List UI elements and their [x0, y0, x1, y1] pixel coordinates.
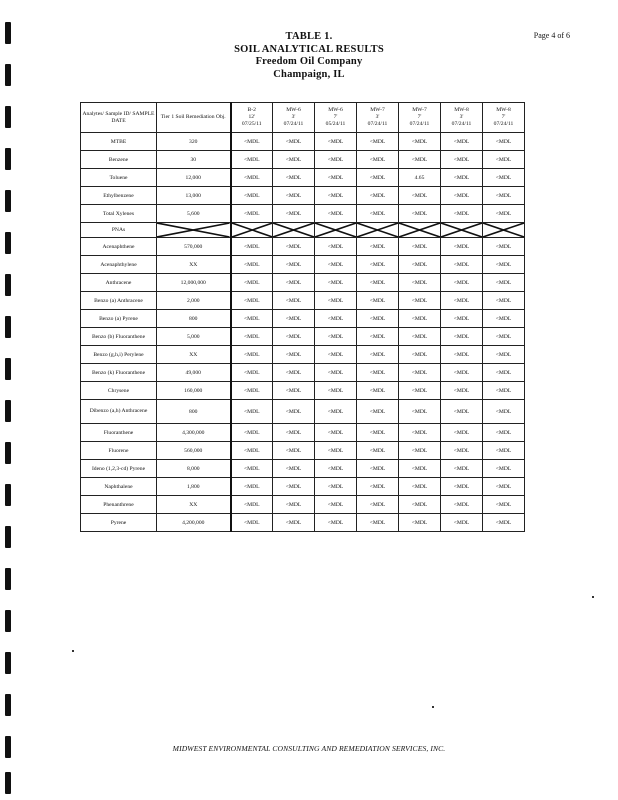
analyte-name: Anthracene [81, 274, 157, 292]
cross-out-mark [315, 223, 357, 238]
binder-hole [5, 316, 11, 338]
result-value: <MDL [231, 496, 273, 514]
tier-value: 560,000 [157, 442, 231, 460]
result-value: <MDL [357, 133, 399, 151]
tier-value: 30 [157, 151, 231, 169]
result-value: <MDL [231, 400, 273, 424]
result-value: <MDL [273, 274, 315, 292]
sample-header [315, 103, 357, 133]
result-value: <MDL [399, 400, 441, 424]
result-value: <MDL [315, 238, 357, 256]
result-value: <MDL [231, 133, 273, 151]
tier-value: XX [157, 496, 231, 514]
sample-depth: 3' [459, 114, 464, 120]
tier-value: 12,000,000 [157, 274, 231, 292]
result-value: <MDL [399, 187, 441, 205]
table-row [81, 496, 525, 514]
analyte-name: Benzo (b) Fluoranthene [81, 328, 157, 346]
result-value: <MDL [399, 274, 441, 292]
result-value: <MDL [231, 364, 273, 382]
result-value: <MDL [399, 328, 441, 346]
result-value: <MDL [483, 400, 525, 424]
result-value: <MDL [441, 328, 483, 346]
tier-value: 2,000 [157, 292, 231, 310]
result-value: <MDL [273, 478, 315, 496]
table-header-row [81, 103, 525, 133]
analyte-name: Fluoranthene [81, 424, 157, 442]
table-row [81, 187, 525, 205]
analyte-name: MTBE [81, 133, 157, 151]
binder-hole [5, 106, 11, 128]
result-value: <MDL [399, 310, 441, 328]
table-number: TABLE 1. [285, 31, 333, 42]
result-value: <MDL [441, 274, 483, 292]
sample-id: MW-7 [370, 107, 385, 113]
location: Champaign, IL [273, 68, 345, 80]
result-value: <MDL [315, 187, 357, 205]
analyte-name: Ethylbenzene [81, 187, 157, 205]
scan-speck [72, 650, 74, 652]
sample-header [483, 103, 525, 133]
tier-header: Tier 1 Soil Remediation Obj. [157, 103, 231, 133]
result-value: <MDL [441, 364, 483, 382]
result-value: <MDL [357, 274, 399, 292]
result-value: <MDL [315, 424, 357, 442]
table-row [81, 460, 525, 478]
result-value: <MDL [483, 478, 525, 496]
result-value: <MDL [273, 238, 315, 256]
result-value: <MDL [441, 478, 483, 496]
result-value: <MDL [483, 328, 525, 346]
result-value: 4.65 [399, 169, 441, 187]
result-value: <MDL [273, 424, 315, 442]
result-value: <MDL [357, 346, 399, 364]
result-value: <MDL [315, 310, 357, 328]
sample-id: MW-6 [328, 107, 343, 113]
result-value: <MDL [399, 382, 441, 400]
analyte-name: Ideno (1,2,3-cd) Pyrene [81, 460, 157, 478]
binder-hole [5, 148, 11, 170]
table-body [81, 133, 525, 532]
result-value: <MDL [483, 346, 525, 364]
sample-id: B-2 [247, 107, 256, 113]
sample-id: MW-8 [496, 107, 511, 113]
result-value: <MDL [315, 169, 357, 187]
tier-value: 320 [157, 133, 231, 151]
result-value: <MDL [273, 169, 315, 187]
result-value: <MDL [483, 310, 525, 328]
result-value: <MDL [231, 514, 273, 532]
result-value: <MDL [273, 400, 315, 424]
result-value: <MDL [399, 151, 441, 169]
result-value: <MDL [357, 364, 399, 382]
result-value: <MDL [483, 133, 525, 151]
analyte-name: Benzo (a) Pyrene [81, 310, 157, 328]
sample-date: 07/24/11 [367, 121, 388, 127]
result-value: <MDL [441, 460, 483, 478]
result-value: <MDL [315, 346, 357, 364]
result-value: <MDL [441, 424, 483, 442]
result-value: <MDL [483, 274, 525, 292]
result-value: <MDL [231, 460, 273, 478]
sample-date: 07/24/11 [451, 121, 472, 127]
sample-depth: 7' [501, 114, 506, 120]
result-value: <MDL [399, 292, 441, 310]
table-row [81, 346, 525, 364]
result-value: <MDL [357, 292, 399, 310]
tier-value: 4,200,000 [157, 514, 231, 532]
result-value: <MDL [483, 424, 525, 442]
sample-header [231, 103, 273, 133]
result-value: <MDL [441, 382, 483, 400]
analyte-name: Acenaphthene [81, 238, 157, 256]
result-value: <MDL [357, 187, 399, 205]
cross-out-mark [441, 223, 483, 238]
sample-header [273, 103, 315, 133]
analyte-name: Benzo (g,h,i) Perylene [81, 346, 157, 364]
binder-hole [5, 232, 11, 254]
sample-date: 07/24/11 [409, 121, 430, 127]
binder-hole [5, 274, 11, 296]
result-value: <MDL [273, 514, 315, 532]
table-row [81, 238, 525, 256]
tier-value: 49,000 [157, 364, 231, 382]
result-value: <MDL [357, 310, 399, 328]
sample-depth: 3' [375, 114, 380, 120]
table-row [81, 205, 525, 223]
result-value: <MDL [399, 238, 441, 256]
pnas-section-row [81, 223, 525, 238]
result-value: <MDL [315, 133, 357, 151]
analyte-name: Phenanthrene [81, 496, 157, 514]
result-value: <MDL [357, 460, 399, 478]
result-value: <MDL [399, 478, 441, 496]
result-value: <MDL [441, 133, 483, 151]
result-value: <MDL [273, 256, 315, 274]
result-value: <MDL [273, 442, 315, 460]
result-value: <MDL [315, 514, 357, 532]
result-value: <MDL [483, 382, 525, 400]
table-row [81, 169, 525, 187]
result-value: <MDL [231, 424, 273, 442]
binder-hole [5, 568, 11, 590]
result-value: <MDL [231, 151, 273, 169]
result-value: <MDL [273, 310, 315, 328]
result-value: <MDL [483, 364, 525, 382]
result-value: <MDL [483, 238, 525, 256]
sample-id: MW-7 [412, 107, 427, 113]
analyte-name: Naphthalene [81, 478, 157, 496]
binder-hole [5, 526, 11, 548]
result-value: <MDL [231, 238, 273, 256]
result-value: <MDL [441, 292, 483, 310]
sample-id: MW-8 [454, 107, 469, 113]
result-value: <MDL [231, 256, 273, 274]
result-value: <MDL [483, 460, 525, 478]
tier-value: 570,000 [157, 238, 231, 256]
table-row [81, 256, 525, 274]
result-value: <MDL [231, 328, 273, 346]
result-value: <MDL [441, 256, 483, 274]
binder-hole [5, 190, 11, 212]
result-value: <MDL [399, 346, 441, 364]
table-row [81, 364, 525, 382]
sample-date: 07/24/11 [283, 121, 304, 127]
result-value: <MDL [441, 310, 483, 328]
result-value: <MDL [441, 442, 483, 460]
table-row [81, 514, 525, 532]
result-value: <MDL [273, 292, 315, 310]
tier-value: 800 [157, 400, 231, 424]
result-value: <MDL [399, 514, 441, 532]
result-value: <MDL [273, 187, 315, 205]
result-value: <MDL [231, 274, 273, 292]
result-value: <MDL [399, 460, 441, 478]
result-value: <MDL [315, 460, 357, 478]
result-value: <MDL [231, 382, 273, 400]
result-value: <MDL [483, 256, 525, 274]
tier-value: 5,000 [157, 328, 231, 346]
result-value: <MDL [357, 496, 399, 514]
table-row [81, 442, 525, 460]
sample-date: 07/25/11 [241, 121, 262, 127]
scan-speck [592, 596, 594, 598]
result-value: <MDL [357, 424, 399, 442]
sample-depth: 12' [248, 114, 256, 120]
cross-out-mark [273, 223, 315, 238]
tier-value: 12,000 [157, 169, 231, 187]
result-value: <MDL [357, 382, 399, 400]
result-value: <MDL [231, 346, 273, 364]
result-value: <MDL [441, 151, 483, 169]
result-value: <MDL [273, 205, 315, 223]
result-value: <MDL [483, 187, 525, 205]
result-value: <MDL [357, 478, 399, 496]
result-value: <MDL [483, 151, 525, 169]
result-value: <MDL [483, 442, 525, 460]
result-value: <MDL [399, 205, 441, 223]
binder-holes [5, 22, 13, 792]
result-value: <MDL [357, 238, 399, 256]
sample-date: 07/24/11 [493, 121, 514, 127]
result-value: <MDL [315, 478, 357, 496]
result-value: <MDL [273, 496, 315, 514]
tier-value: 4,300,000 [157, 424, 231, 442]
result-value: <MDL [273, 382, 315, 400]
analyte-name: Pyrene [81, 514, 157, 532]
result-value: <MDL [441, 187, 483, 205]
result-value: <MDL [315, 151, 357, 169]
result-value: <MDL [273, 460, 315, 478]
binder-hole [5, 610, 11, 632]
sample-depth: 7' [333, 114, 338, 120]
result-value: <MDL [483, 292, 525, 310]
cross-out-mark [357, 223, 399, 238]
tier-value: 13,000 [157, 187, 231, 205]
result-value: <MDL [357, 169, 399, 187]
result-value: <MDL [441, 169, 483, 187]
company-name: Freedom Oil Company [255, 56, 363, 67]
tier-value: 160,000 [157, 382, 231, 400]
result-value: <MDL [231, 205, 273, 223]
result-value: <MDL [357, 514, 399, 532]
sample-header [399, 103, 441, 133]
analyte-header: Analytes/ Sample ID/ SAMPLE DATE [81, 103, 157, 133]
table-row [81, 478, 525, 496]
result-value: <MDL [315, 442, 357, 460]
analyte-name: Benzo (k) Fluoranthene [81, 364, 157, 382]
result-value: <MDL [315, 292, 357, 310]
result-value: <MDL [315, 382, 357, 400]
tier-value: 5,600 [157, 205, 231, 223]
table-row [81, 328, 525, 346]
table-row [81, 274, 525, 292]
sample-header [357, 103, 399, 133]
table-title: SOIL ANALYTICAL RESULTS [234, 43, 384, 55]
analyte-name: Acenaphthylene [81, 256, 157, 274]
result-value: <MDL [483, 169, 525, 187]
result-value: <MDL [231, 292, 273, 310]
result-value: <MDL [441, 205, 483, 223]
result-value: <MDL [399, 424, 441, 442]
document-title [0, 31, 618, 81]
result-value: <MDL [231, 442, 273, 460]
result-value: <MDL [483, 514, 525, 532]
cross-out-mark [483, 223, 525, 238]
cross-out-mark [231, 223, 273, 238]
result-value: <MDL [273, 133, 315, 151]
result-value: <MDL [315, 256, 357, 274]
result-value: <MDL [483, 496, 525, 514]
binder-hole [5, 442, 11, 464]
result-value: <MDL [231, 478, 273, 496]
sample-header [441, 103, 483, 133]
result-value: <MDL [357, 205, 399, 223]
result-value: <MDL [357, 400, 399, 424]
binder-hole [5, 772, 11, 794]
result-value: <MDL [231, 169, 273, 187]
pnas-label: PNAs [81, 223, 157, 238]
tier-value: 1,800 [157, 478, 231, 496]
analyte-name: Toluene [81, 169, 157, 187]
result-value: <MDL [315, 274, 357, 292]
result-value: <MDL [273, 328, 315, 346]
result-value: <MDL [399, 496, 441, 514]
tier-value: XX [157, 256, 231, 274]
binder-hole [5, 652, 11, 674]
binder-hole [5, 400, 11, 422]
binder-hole [5, 484, 11, 506]
result-value: <MDL [441, 496, 483, 514]
binder-hole [5, 694, 11, 716]
result-value: <MDL [315, 205, 357, 223]
result-value: <MDL [273, 346, 315, 364]
result-value: <MDL [357, 328, 399, 346]
sample-date: 05/24/11 [325, 121, 346, 127]
result-value: <MDL [273, 364, 315, 382]
analyte-name: Total Xylenes [81, 205, 157, 223]
analyte-name: Benzo (a) Anthracene [81, 292, 157, 310]
result-value: <MDL [357, 442, 399, 460]
tier-value: XX [157, 346, 231, 364]
table-row [81, 310, 525, 328]
sample-depth: 3' [291, 114, 296, 120]
result-value: <MDL [441, 514, 483, 532]
tier-value: 8,000 [157, 460, 231, 478]
tier-value: 800 [157, 310, 231, 328]
cross-out-mark [399, 223, 441, 238]
analyte-name: Dibenzo (a,h) Anthracene [81, 400, 157, 424]
result-value: <MDL [273, 151, 315, 169]
table-row [81, 292, 525, 310]
result-value: <MDL [399, 133, 441, 151]
analyte-name: Benzene [81, 151, 157, 169]
analyte-name: Fluorene [81, 442, 157, 460]
soil-results-table [80, 102, 525, 532]
result-value: <MDL [399, 442, 441, 460]
binder-hole [5, 358, 11, 380]
analyte-name: Chrysene [81, 382, 157, 400]
table-row [81, 400, 525, 424]
result-value: <MDL [315, 496, 357, 514]
page-number: Page 4 of 6 [533, 31, 570, 40]
result-value: <MDL [399, 256, 441, 274]
result-value: <MDL [231, 187, 273, 205]
cross-out-mark [157, 223, 231, 238]
table-row [81, 151, 525, 169]
result-value: <MDL [441, 238, 483, 256]
result-value: <MDL [399, 364, 441, 382]
result-value: <MDL [357, 151, 399, 169]
result-value: <MDL [315, 364, 357, 382]
result-value: <MDL [231, 310, 273, 328]
result-value: <MDL [357, 256, 399, 274]
sample-id: MW-6 [286, 107, 301, 113]
scan-speck [432, 706, 434, 708]
result-value: <MDL [441, 346, 483, 364]
result-value: <MDL [441, 400, 483, 424]
table-row [81, 133, 525, 151]
table-row [81, 382, 525, 400]
sample-depth: 7' [417, 114, 422, 120]
result-value: <MDL [315, 328, 357, 346]
footer-company: MIDWEST ENVIRONMENTAL CONSULTING AND REMEDIATION SERVICES, INC. [172, 744, 446, 753]
result-value: <MDL [315, 400, 357, 424]
result-value: <MDL [483, 205, 525, 223]
table-row [81, 424, 525, 442]
